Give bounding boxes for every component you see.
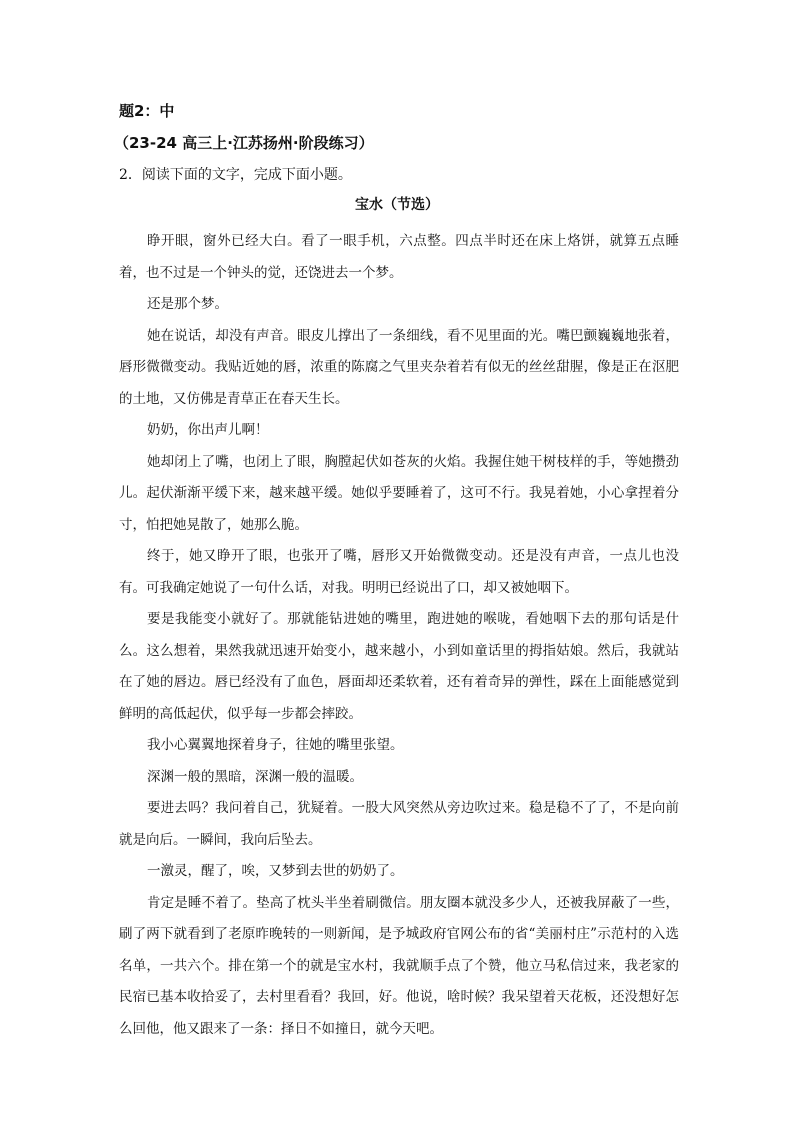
article-paragraph: 她在说话，却没有声音。眼皮儿撑出了一条细线，看不见里面的光。嘴巴颤巍巍地张着，唇形微微变动。我贴近她的唇，浓重的陈腐之气里夹杂着若有似无的丝丝甜腥，像是正在沤肥的土地，又仿佛是青草正在春天生长。 — [119, 327, 679, 407]
article-paragraph: 还是那个梦。 — [147, 296, 228, 312]
article-paragraph: 要进去吗？我问着自己，犹疑着。一股大风突然从旁边吹过来。稳是稳不了了，不是向前就是向后。一瞬间，我向后坠去。 — [119, 800, 679, 848]
article-paragraph: 我小心翼翼地探着身子，往她的嘴里张望。 — [147, 737, 404, 753]
article-title: 宝水（节选） — [355, 197, 439, 213]
question-source: （23-24 高三上·江苏扬州·阶段练习） — [114, 134, 374, 152]
article-paragraph: 肯定是睡不着了。垫高了枕头半坐着刷微信。朋友圈本就没多少人，还被我屏蔽了一些，刷了两下就看到了老原昨晚转的一则新闻，是予城政府官网公布的省“美丽村庄”示范村的入选名单，一共六个。排在第一个的就是宝水村，我就顺手点了个赞，他立马私信过来，我老家的民宿已基本收拾妥了，去村里看看？我回，好。他说，啥时候？我呆望着天花板，还没想好怎么回他，他又跟来了一条：择日不如撞日，就今天吧。 — [119, 894, 679, 1037]
article-paragraph: 终于，她又睁开了眼，也张开了嘴，唇形又开始微微变动。还是没有声音，一点儿也没有。可我确定她说了一句什么话，对我。明明已经说出了口，却又被她咽下。 — [119, 548, 679, 596]
article-paragraph: 她却闭上了嘴，也闭上了眼，胸膛起伏如苍灰的火焰。我握住她干树枝样的手，等她攒劲儿。起伏渐渐平缓下来，越来越平缓。她似乎要睡着了，这可不行。我晃着她，小心拿捏着分寸，怕把她晃散了，她那么脆。 — [119, 453, 679, 533]
question-title: 题2：中 — [119, 102, 175, 120]
article-paragraph: 要是我能变小就好了。那就能钻进她的嘴里，跑进她的喉咙，看她咽下去的那句话是什么。这么想着，果然我就迅速开始变小，越来越小，小到如童话里的拇指姑娘。然后，我就站在了她的唇边。唇已经没有了血色，唇面却还柔软着，还有着奇异的弹性，踩在上面能感觉到鲜明的高低起伏，似乎每一步都会摔跤。 — [119, 611, 679, 722]
article-paragraph: 深渊一般的黑暗，深渊一般的温暖。 — [147, 768, 363, 785]
article-paragraph: 一激灵，醒了，唉，又梦到去世的奶奶了。 — [147, 863, 404, 879]
question-instruction: 2．阅读下面的文字，完成下面小题。 — [119, 167, 352, 183]
article-body — [119, 226, 679, 1045]
article-paragraph: 睁开眼，窗外已经大白。看了一眼手机，六点整。四点半时还在床上烙饼，就算五点睡着，也不过是一个钟头的觉，还饶进去一个梦。 — [119, 233, 679, 281]
article-paragraph: 奶奶，你出声儿啊！ — [147, 422, 269, 438]
